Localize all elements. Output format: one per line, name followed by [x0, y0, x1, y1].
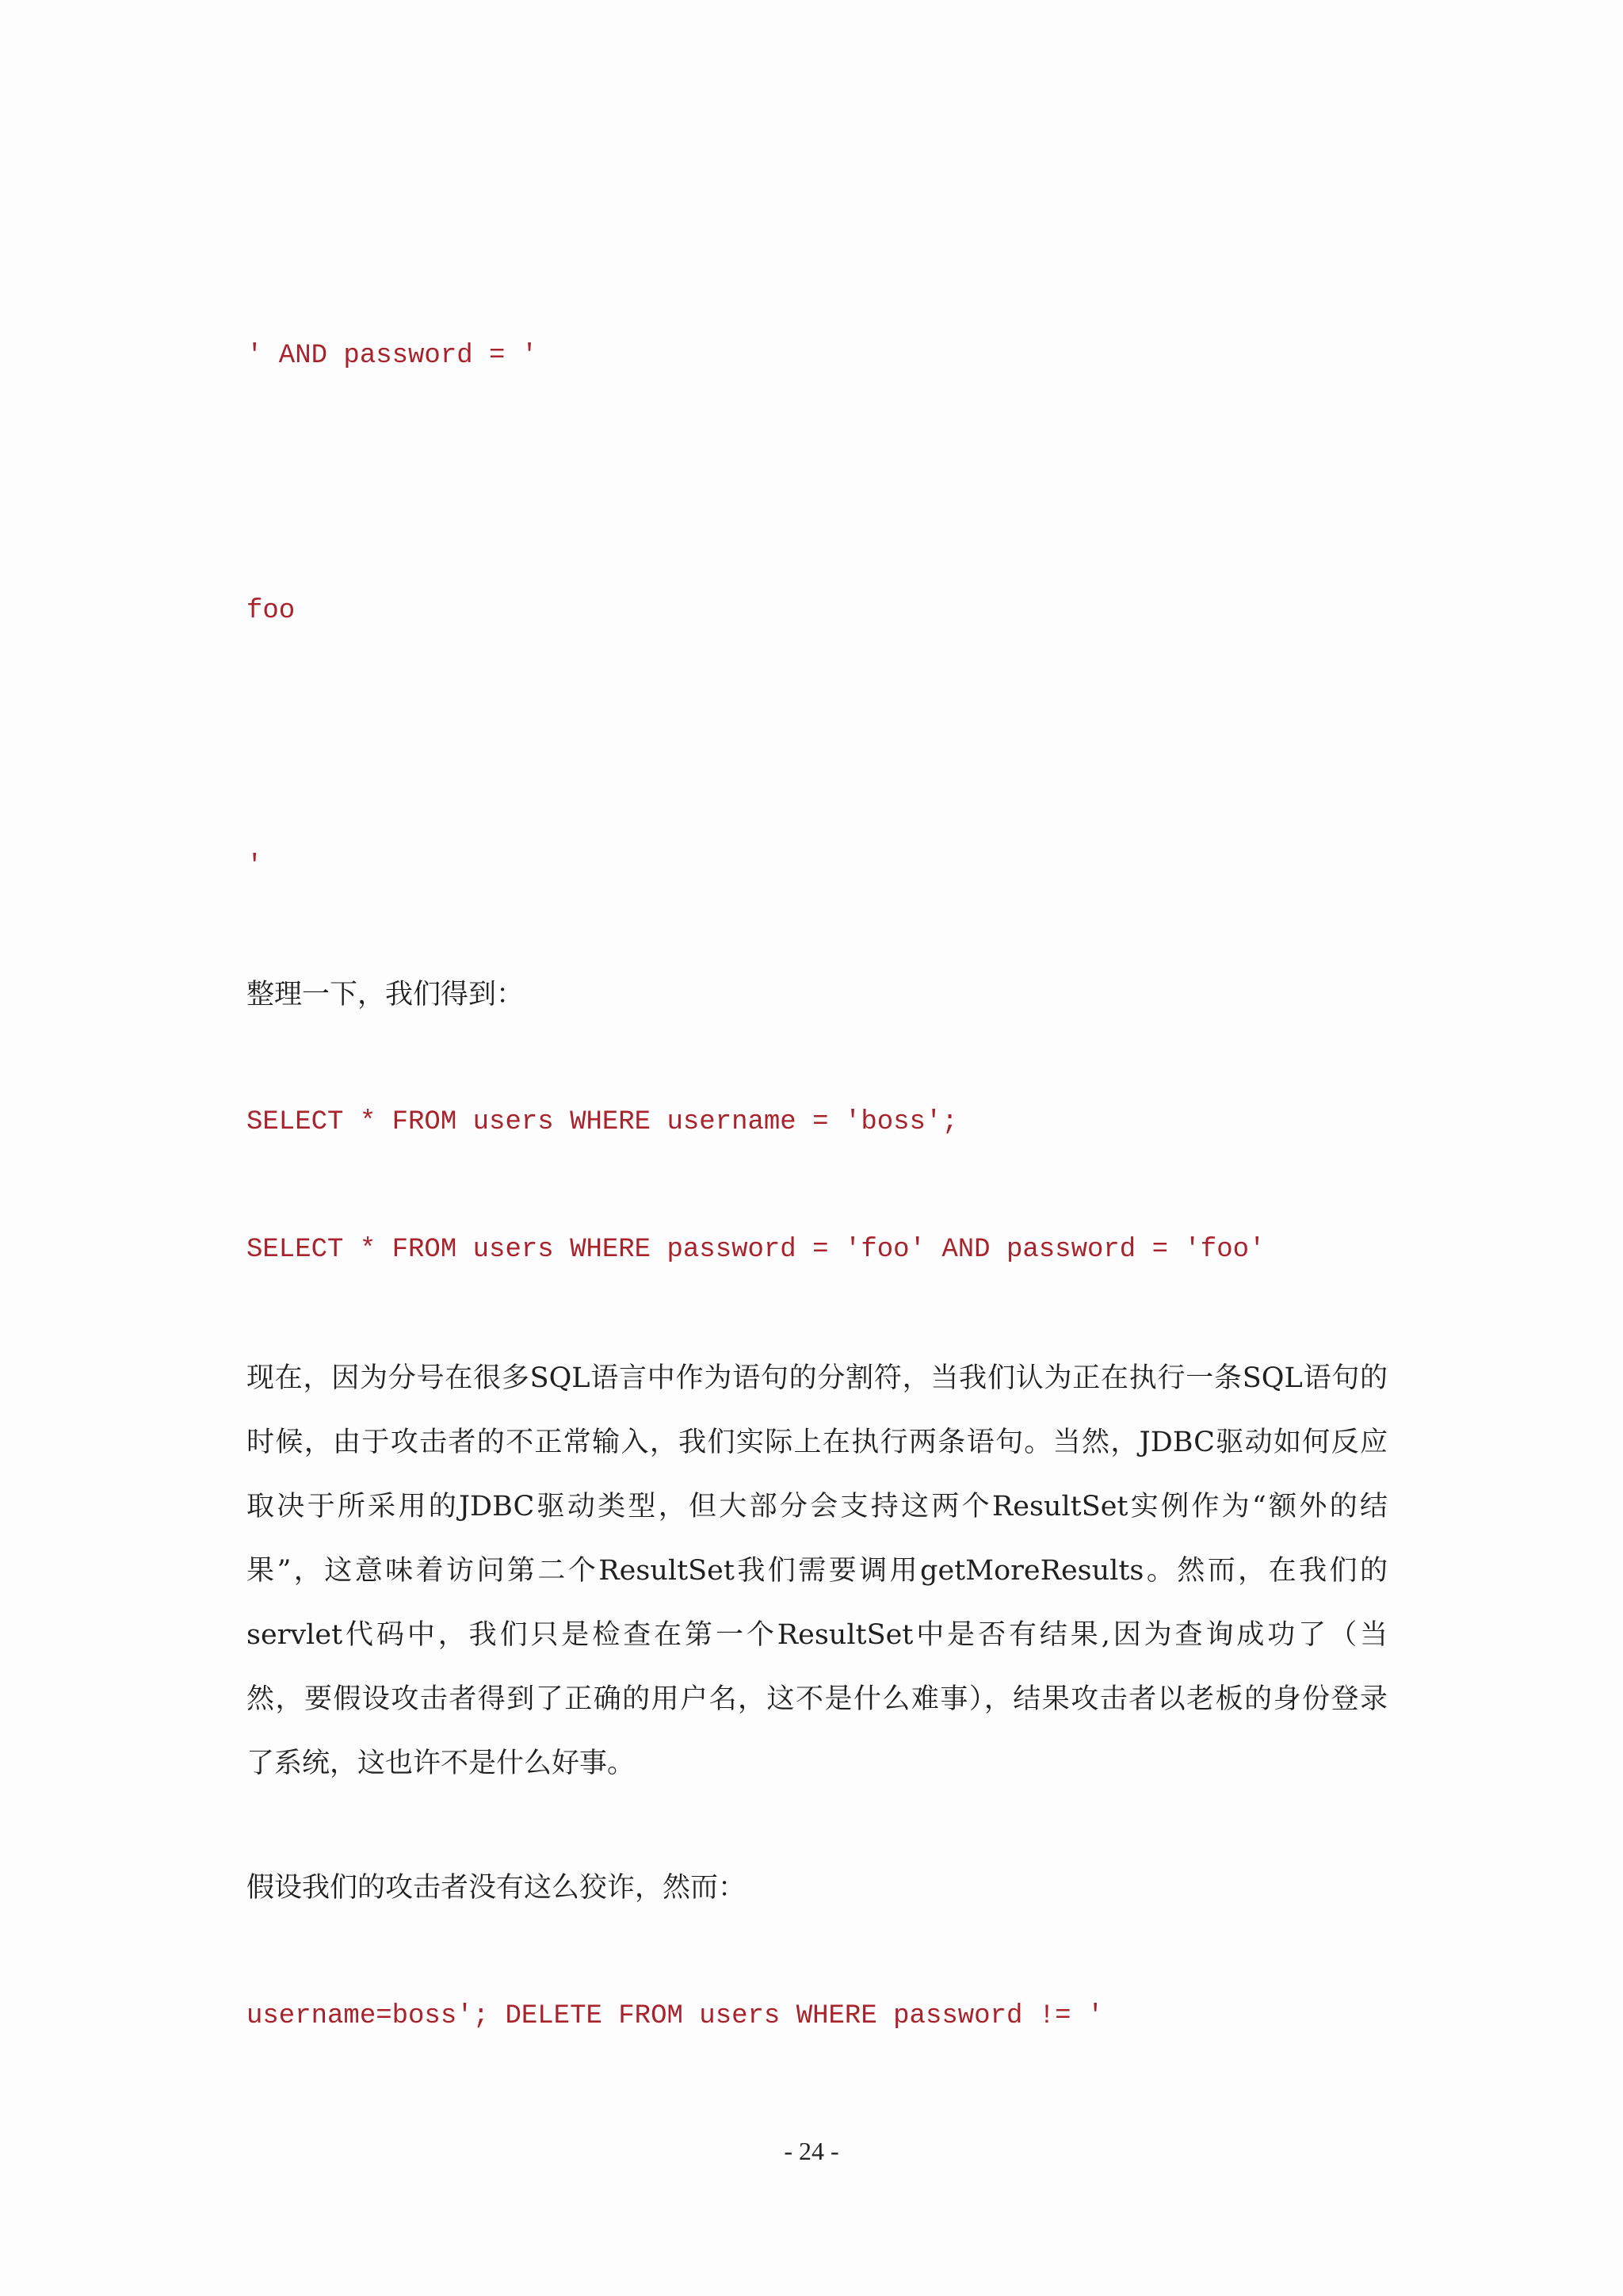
code-line-and-password: ' AND password = '	[246, 341, 538, 371]
paragraph-line: 取决于所采用的JDBC驱动类型，但大部分会支持这两个ResultSet实例作为“额外的结	[246, 1491, 1388, 1522]
summary-intro-text: 整理一下，我们得到：	[246, 979, 525, 1010]
code-line-query-username: SELECT * FROM users WHERE username = 'boss';	[246, 1107, 958, 1137]
code-line-query-password: SELECT * FROM users WHERE password = 'foo' AND password = 'foo'	[246, 1235, 1266, 1265]
paragraph-line: 现在，因为分号在很多SQL语言中作为语句的分割符，当我们认为正在执行一条SQL语句的	[246, 1362, 1388, 1394]
paragraph-line: 然，要假设攻击者得到了正确的用户名，这不是什么难事），结果攻击者以老板的身份登录	[246, 1683, 1388, 1715]
paragraph-line: 时候，由于攻击者的不正常输入，我们实际上在执行两条语句。当然，JDBC驱动如何反应	[246, 1427, 1388, 1458]
attack-intro-text: 假设我们的攻击者没有这么狡诈，然而：	[246, 1872, 747, 1904]
code-line-attack: username=boss'; DELETE FROM users WHERE password != '	[246, 2001, 1104, 2031]
page-number: - 24 -	[784, 2137, 839, 2165]
explanation-paragraph	[246, 1347, 1388, 1796]
paragraph-line: servlet代码中，我们只是检查在第一个ResultSet中是否有结果,因为查询成功了（当	[246, 1619, 1388, 1651]
code-line-foo: foo	[246, 596, 296, 626]
code-line-quote: '	[246, 851, 263, 881]
paragraph-line: 果”，这意味着访问第二个ResultSet我们需要调用getMoreResults。然而，在我们的	[246, 1555, 1388, 1587]
paragraph-line: 了系统，这也许不是什么好事。	[246, 1748, 636, 1779]
